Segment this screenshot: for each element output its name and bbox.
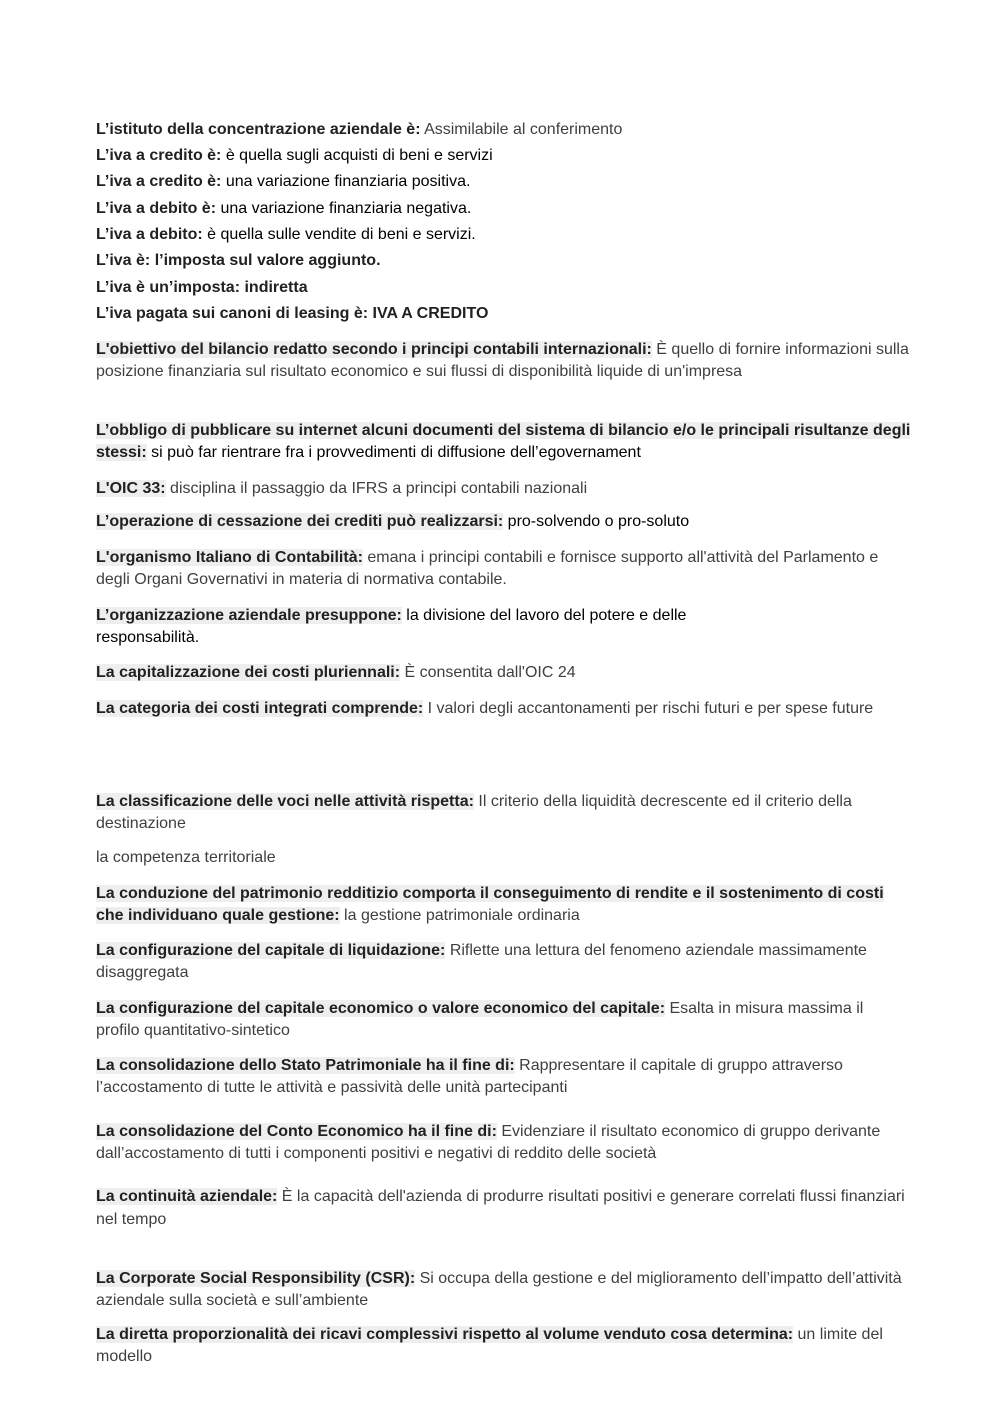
question: La Corporate Social Responsibility (CSR):: [96, 1270, 416, 1287]
question: L’iva pagata sui canoni di leasing è: IVA A CREDITO: [96, 305, 489, 322]
entry-12: [96, 511, 911, 533]
answer: È la capacità dell'azienda di produrre risultati positivi e generare correlati flussi finanziari nel tempo: [96, 1188, 905, 1228]
entry-4: [96, 198, 911, 220]
answer: è quella sulle vendite di beni e servizi.: [202, 226, 476, 243]
entry-5: [96, 224, 911, 246]
question: L’iva è: l’imposta sul valore aggiunto.: [96, 252, 381, 269]
answer: È consentita dall'OIC 24: [400, 664, 576, 681]
answer: una variazione finanziaria positiva.: [221, 173, 471, 190]
question: L’iva a credito è:: [96, 173, 222, 190]
entry-6: [96, 250, 911, 272]
answer: una variazione finanziaria negativa.: [216, 200, 472, 217]
entry-9: [96, 339, 911, 383]
question: L’obbligo di pubblicare su internet alcuni documenti del sistema di bilancio e/o le principali risultanze degli stessi:: [96, 422, 911, 461]
answer: Rappresentare il capitale di gruppo attraverso l’accostamento di tutte le attività e passività delle unità partecipanti: [96, 1057, 843, 1096]
entry-3: [96, 171, 911, 193]
question: L’operazione di cessazione dei crediti può realizzarsi:: [96, 513, 504, 530]
answer: Il criterio della liquidità decrescente ed il criterio della destinazione: [96, 793, 852, 832]
question: La conduzione del patrimonio redditizio comporta il conseguimento di rendite e il sostenimento di costi che individuano quale gestione:: [96, 885, 884, 924]
entry-20: [96, 940, 911, 984]
question: L’organizzazione aziendale presuppone:: [96, 607, 402, 624]
question: La classificazione delle voci nelle attività rispetta:: [96, 793, 474, 810]
question: La consolidazione dello Stato Patrimoniale ha il fine di:: [96, 1057, 515, 1074]
question: La diretta proporzionalità dei ricavi complessivi rispetto al volume venduto cosa determina:: [96, 1326, 794, 1343]
question: La categoria dei costi integrati comprende:: [96, 700, 424, 717]
question: L'OIC 33:: [96, 480, 166, 497]
answer: la divisione del lavoro del potere e delle responsabilità.: [96, 607, 687, 646]
answer: Evidenziare il risultato economico di gruppo derivante dall’accostamento di tutti i componenti positivi e negativi di reddito delle società: [96, 1123, 881, 1162]
entry-21: [96, 998, 911, 1042]
question: L’iva a debito:: [96, 226, 203, 243]
entry-13: [96, 547, 911, 591]
question: La continuità aziendale:: [96, 1188, 278, 1205]
entry-1: [96, 119, 911, 141]
entry-16: [96, 698, 911, 720]
answer: I valori degli accantonamenti per rischi futuri e per spese future: [423, 700, 874, 717]
question: L’iva a credito è:: [96, 147, 222, 164]
question: La consolidazione del Conto Economico ha il fine di:: [96, 1123, 497, 1140]
answer: Esalta in misura massima il profilo quantitativo-sintetico: [96, 1000, 864, 1039]
entry-17: [96, 791, 911, 835]
question: L’iva è un’imposta: indiretta: [96, 279, 308, 296]
answer: la competenza territoriale: [96, 849, 276, 866]
entry-2: [96, 145, 911, 167]
question: L'obiettivo del bilancio redatto secondo i principi contabili internazionali:: [96, 341, 652, 358]
answer: disciplina il passaggio da IFRS a principi contabili nazionali: [165, 480, 588, 497]
entry-22: [96, 1055, 911, 1099]
entry-14: [96, 605, 776, 649]
entry-26: [96, 1324, 911, 1368]
question: L’iva a debito è:: [96, 200, 217, 217]
entry-24: [96, 1185, 911, 1231]
answer: pro-solvendo o pro-soluto: [503, 513, 690, 530]
question: La configurazione del capitale di liquidazione:: [96, 942, 446, 959]
entry-19: [96, 883, 911, 927]
answer: Si occupa della gestione e del miglioramento dell’impatto dell’attività aziendale sulla società e sull’ambiente: [96, 1270, 902, 1309]
entry-8: [96, 303, 911, 325]
entry-25: [96, 1268, 911, 1312]
question: L’istituto della concentrazione aziendale è:: [96, 121, 421, 138]
question: La capitalizzazione dei costi pluriennali:: [96, 664, 401, 681]
answer: un limite del modello: [96, 1326, 883, 1365]
entry-23: [96, 1121, 911, 1165]
entry-15: [96, 662, 911, 684]
entry-11: [96, 478, 911, 500]
entry-10: [96, 420, 911, 464]
entry-18: [96, 847, 911, 869]
answer: Assimilabile al conferimento: [420, 121, 623, 138]
answer: Riflette una lettura del fenomeno aziendale massimamente disaggregata: [96, 942, 867, 981]
answer: È quello di fornire informazioni sulla posizione finanziaria sul risultato economico e sui flussi di disponibilità liquide di un'impresa: [96, 341, 909, 380]
question: L'organismo Italiano di Contabilità:: [96, 549, 363, 566]
entry-7: [96, 277, 911, 299]
question: La configurazione del capitale economico o valore economico del capitale:: [96, 1000, 666, 1017]
answer: è quella sugli acquisti di beni e servizi: [221, 147, 493, 164]
answer: si può far rientrare fra i provvedimenti di diffusione dell’egovernament: [146, 444, 641, 461]
answer: emana i principi contabili e fornisce supporto all'attività del Parlamento e degli Organi Governativi in materia di normativa contabile.: [96, 549, 879, 588]
answer: la gestione patrimoniale ordinaria: [339, 907, 580, 924]
